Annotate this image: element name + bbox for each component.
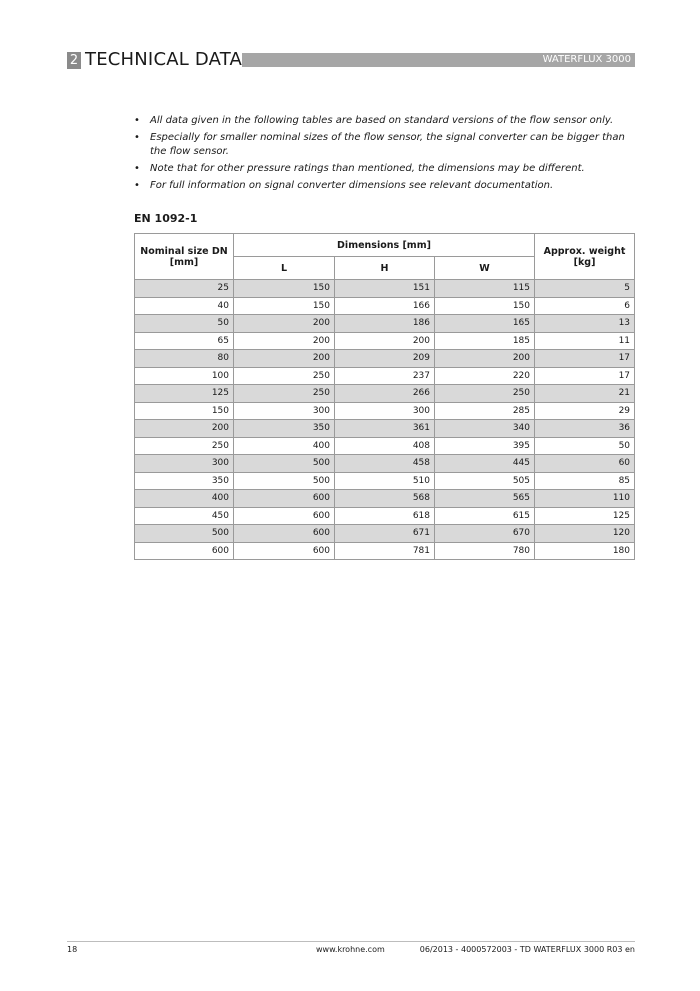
cell-weight: 21	[535, 385, 635, 403]
cell-H: 781	[335, 542, 435, 560]
cell-W: 445	[435, 455, 535, 473]
table-row	[135, 455, 635, 473]
cell-dn: 150	[135, 402, 234, 420]
cell-weight: 180	[535, 542, 635, 560]
cell-weight: 110	[535, 490, 635, 508]
table-row	[135, 315, 635, 333]
cell-dn: 300	[135, 455, 234, 473]
cell-H: 237	[335, 367, 435, 385]
table-title: EN 1092-1	[134, 212, 198, 225]
list-item: • Especially for smaller nominal sizes of the flow sensor, the signal converter can be bigger than the flow sensor.	[134, 132, 625, 157]
cell-L: 250	[234, 367, 335, 385]
cell-L: 600	[234, 490, 335, 508]
cell-weight: 6	[535, 297, 635, 315]
table-row	[135, 280, 635, 298]
table-row	[135, 332, 635, 350]
cell-H: 618	[335, 507, 435, 525]
table-row	[135, 350, 635, 368]
bullet-icon: •	[134, 180, 140, 191]
cell-weight: 29	[535, 402, 635, 420]
cell-H: 510	[335, 472, 435, 490]
cell-weight: 60	[535, 455, 635, 473]
section-title: TECHNICAL DATA	[85, 49, 243, 70]
table-body	[135, 280, 635, 560]
cell-H: 361	[335, 420, 435, 438]
cell-L: 250	[234, 385, 335, 403]
cell-weight: 13	[535, 315, 635, 333]
product-name: WATERFLUX 3000	[542, 54, 631, 65]
page-header	[67, 49, 635, 70]
cell-L: 200	[234, 332, 335, 350]
cell-L: 500	[234, 472, 335, 490]
cell-W: 395	[435, 437, 535, 455]
footer-doc-id: 06/2013 - 4000572003 - TD WATERFLUX 3000 R03 en	[419, 945, 635, 954]
cell-dn: 600	[135, 542, 234, 560]
cell-dn: 200	[135, 420, 234, 438]
cell-L: 600	[234, 507, 335, 525]
cell-W: 780	[435, 542, 535, 560]
cell-H: 209	[335, 350, 435, 368]
cell-weight: 17	[535, 367, 635, 385]
list-item: • Note that for other pressure ratings than mentioned, the dimensions may be different.	[134, 163, 585, 174]
cell-dn: 40	[135, 297, 234, 315]
cell-H: 151	[335, 280, 435, 298]
table-row	[135, 472, 635, 490]
cell-L: 350	[234, 420, 335, 438]
notes-list	[134, 114, 644, 196]
cell-L: 200	[234, 350, 335, 368]
cell-dn: 500	[135, 525, 234, 543]
cell-L: 200	[234, 315, 335, 333]
cell-weight: 50	[535, 437, 635, 455]
cell-weight: 36	[535, 420, 635, 438]
cell-dn: 450	[135, 507, 234, 525]
cell-L: 600	[234, 542, 335, 560]
section-number-badge: 2	[67, 52, 81, 69]
cell-dn: 250	[135, 437, 234, 455]
cell-W: 200	[435, 350, 535, 368]
header-bar	[242, 53, 635, 67]
bullet-icon: •	[134, 132, 140, 143]
header-W: W	[435, 257, 535, 280]
cell-W: 615	[435, 507, 535, 525]
cell-W: 250	[435, 385, 535, 403]
cell-dn: 25	[135, 280, 234, 298]
cell-H: 671	[335, 525, 435, 543]
cell-L: 150	[234, 280, 335, 298]
cell-W: 340	[435, 420, 535, 438]
dimensions-table	[134, 233, 635, 560]
cell-W: 185	[435, 332, 535, 350]
cell-dn: 65	[135, 332, 234, 350]
cell-W: 670	[435, 525, 535, 543]
cell-W: 565	[435, 490, 535, 508]
table-row	[135, 402, 635, 420]
header-weight: Approx. weight [kg]	[535, 234, 635, 280]
table-row	[135, 385, 635, 403]
header-dimensions: Dimensions [mm]	[234, 234, 535, 257]
cell-weight: 5	[535, 280, 635, 298]
table-row	[135, 507, 635, 525]
list-item: • For full information on signal converter dimensions see relevant documentation.	[134, 180, 554, 191]
footer-url: www.krohne.com	[316, 945, 385, 954]
cell-weight: 120	[535, 525, 635, 543]
table-row	[135, 542, 635, 560]
cell-H: 200	[335, 332, 435, 350]
table-row	[135, 525, 635, 543]
cell-L: 600	[234, 525, 335, 543]
cell-L: 500	[234, 455, 335, 473]
list-item: • All data given in the following tables are based on standard versions of the flow sensor only.	[134, 115, 614, 126]
cell-L: 150	[234, 297, 335, 315]
cell-H: 458	[335, 455, 435, 473]
table-row	[135, 297, 635, 315]
cell-H: 408	[335, 437, 435, 455]
footer-divider	[67, 941, 635, 942]
table-row	[135, 367, 635, 385]
header-nominal-size: Nominal size DN [mm]	[135, 234, 234, 280]
cell-weight: 85	[535, 472, 635, 490]
cell-H: 186	[335, 315, 435, 333]
table-row	[135, 490, 635, 508]
bullet-icon: •	[134, 115, 140, 126]
bullet-icon: •	[134, 163, 140, 174]
cell-L: 400	[234, 437, 335, 455]
cell-dn: 100	[135, 367, 234, 385]
cell-W: 505	[435, 472, 535, 490]
table-row	[135, 437, 635, 455]
cell-W: 220	[435, 367, 535, 385]
cell-dn: 400	[135, 490, 234, 508]
cell-W: 285	[435, 402, 535, 420]
cell-W: 150	[435, 297, 535, 315]
header-H: H	[335, 257, 435, 280]
cell-dn: 125	[135, 385, 234, 403]
page-number: 18	[67, 945, 78, 954]
cell-dn: 50	[135, 315, 234, 333]
cell-weight: 11	[535, 332, 635, 350]
cell-H: 266	[335, 385, 435, 403]
cell-weight: 17	[535, 350, 635, 368]
cell-weight: 125	[535, 507, 635, 525]
cell-H: 568	[335, 490, 435, 508]
cell-H: 166	[335, 297, 435, 315]
cell-L: 300	[234, 402, 335, 420]
table-row	[135, 420, 635, 438]
cell-W: 115	[435, 280, 535, 298]
cell-dn: 350	[135, 472, 234, 490]
cell-W: 165	[435, 315, 535, 333]
header-L: L	[234, 257, 335, 280]
cell-dn: 80	[135, 350, 234, 368]
cell-H: 300	[335, 402, 435, 420]
